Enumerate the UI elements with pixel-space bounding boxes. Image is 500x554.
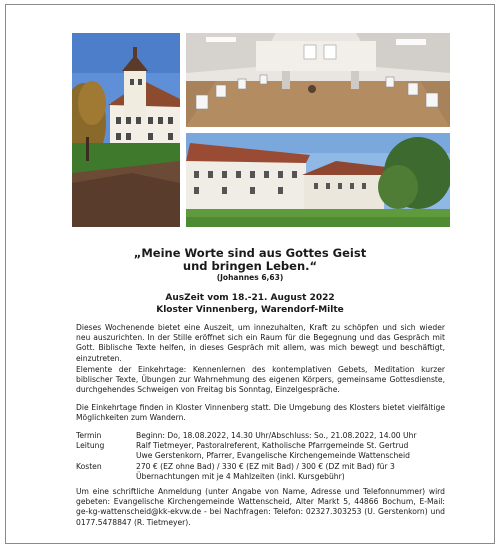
leitung-row [76,441,448,451]
bible-quote [6,247,494,283]
termin-label: Termin [76,431,102,440]
quote-line-2: und bringen Leben.“ [182,259,318,273]
intro-paragraph: Dieses Wochenende bietet eine Auszeit, um innezuhalten, Kraft zu schöpfen und sich wieder neu auszurichten. In der Stille eröffnet sich ein Raum für die Begegnung und das Gespräch mit Gott. Biblische Texte helfen, in dieses Gespräch mit allem, was mich bewegt und beschäftigt, einzutreten. [76,323,445,363]
event-heading [6,292,494,316]
details-table [76,431,448,482]
courtyard-photo [186,133,450,227]
castle-photo [72,33,180,227]
elements-paragraph: Elemente der Einkehrtage: Kennenlernen des kontemplativen Gebets, Meditation kurzer biblischer Texte, Übungen zur Wahrnehmung des eigenen Körpers, gemeinsame Gottesdienste, durchgehendes Schweigen von Freitag bis Sonntag, Einzelgespräche. [76,365,445,395]
flyer-page [5,4,495,544]
quote-reference: (Johannes 6,63) [216,273,284,282]
leitung-label: Leitung [76,441,105,451]
termin-value: Beginn: Do, 18.08.2022, 14.30 Uhr/Abschluss: So., 21.08.2022, 14.00 Uhr [136,431,417,440]
kosten-row [76,462,448,482]
leitung-value-2: Uwe Gerstenkorn, Pfarrer, Evangelische Kirchengemeinde Wattenscheid [136,451,410,461]
termin-row [76,431,448,441]
event-location: Kloster Vinnenberg, Warendorf-Milte [156,305,344,315]
kosten-value: 270 € (EZ ohne Bad) / 330 € (EZ mit Bad) / 300 € (DZ mit Bad) für 3 Übernachtungen mit je 4 Mahlzeiten (inkl. Kursgebühr) [136,461,395,481]
contact-paragraph: Um eine schriftliche Anmeldung (unter Angabe von Name, Adresse und Telefonnummer) wird gebeten: Evangelische Kirchengemeinde Wattenscheid, Alter Markt 5, 44866 Bochum, E-Mail: ge-kg-wattenscheid@kk-ekvw.de - bei Nachfragen: Telefon: 02327.303253 (U. Gerstenkorn) und 0177.5478847 (R. Tietmeyer). [76,487,445,527]
attic-room-photo [186,33,450,127]
leitung-row-2 [76,451,448,461]
leitung-value-1: Ralf Tietmeyer, Pastoralreferent, Katholische Pfarrgemeinde St. Gertrud [136,441,409,451]
event-title: AusZeit vom 18.-21. August 2022 [165,293,335,303]
kosten-label: Kosten [76,461,102,471]
place-paragraph: Die Einkehrtage finden in Kloster Vinnenberg statt. Die Umgebung des Klosters bietet vielfältige Möglichkeiten zum Wandern. [76,403,445,423]
quote-line-1: „Meine Worte sind aus Gottes Geist [133,246,367,260]
